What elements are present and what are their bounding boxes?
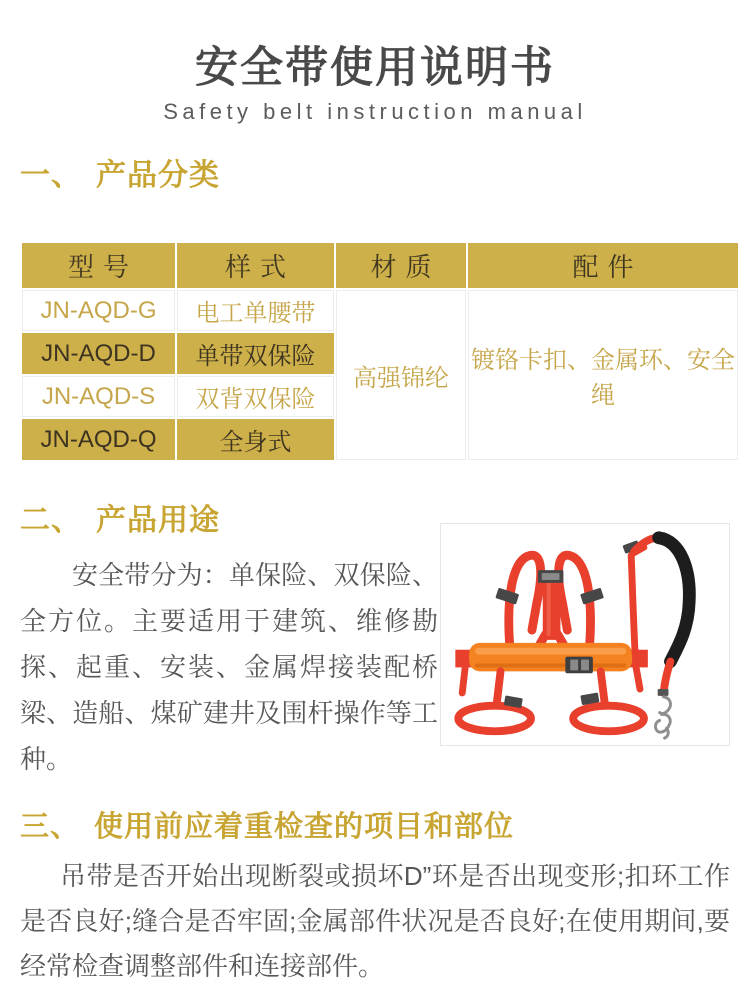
- column-header-style: 样式: [177, 243, 334, 288]
- inspection-heading-text: 使用前应着重检查的项目和部位: [94, 811, 515, 844]
- accessories-cell: 镀铬卡扣、金属环、安全绳: [468, 290, 738, 460]
- product-photo-frame: [440, 523, 730, 746]
- classification-heading-text: 产品分类: [96, 159, 220, 193]
- classification-heading: [20, 157, 730, 195]
- usage-heading-number: 二、: [20, 504, 82, 538]
- section-classification: [20, 157, 735, 462]
- column-header-accessories: 配件: [468, 243, 738, 288]
- safety-harness-illustration: [441, 524, 729, 745]
- model-cell: JN-AQD-D: [22, 333, 175, 374]
- section-inspection: [20, 808, 730, 989]
- page-header: [20, 0, 730, 125]
- style-cell: 全身式: [177, 419, 334, 460]
- style-cell: 单带双保险: [177, 333, 334, 374]
- usage-text-column: [20, 502, 438, 782]
- column-header-model: 型号: [22, 243, 175, 288]
- model-cell: JN-AQD-G: [22, 290, 175, 331]
- inspection-heading-number: 三、: [20, 811, 81, 844]
- inspection-heading: [20, 808, 730, 846]
- material-cell: 高强锦纶: [336, 290, 466, 460]
- page-title: 安全带使用说明书: [195, 44, 555, 92]
- product-table: [20, 241, 740, 462]
- usage-heading-text: 产品用途: [96, 504, 220, 538]
- table-header-row: [22, 243, 738, 288]
- column-header-material: 材质: [336, 243, 466, 288]
- page-subtitle: Safety belt instruction manual: [163, 99, 587, 125]
- usage-paragraph: 安全带分为：单保险、双保险、全方位。主要适用于建筑、维修勘探、起重、安装、金属焊接装配桥梁、造船、煤矿建井及围杆操作等工种。: [20, 560, 438, 775]
- style-cell: 电工单腰带: [177, 290, 334, 331]
- model-cell: JN-AQD-Q: [22, 419, 175, 460]
- inspection-paragraph: 吊带是否开始出现断裂或损坏D”环是否出现变形;扣环工作是否良好;缝合是否牢固;金属部件状况是否良好;在使用期间,要经常检查调整部件和连接部件。: [20, 861, 730, 982]
- style-cell: 双背双保险: [177, 376, 334, 417]
- table-row: [22, 290, 738, 331]
- section-usage: [20, 502, 730, 782]
- usage-heading: [20, 502, 438, 540]
- model-cell: JN-AQD-S: [22, 376, 175, 417]
- classification-heading-number: 一、: [20, 159, 82, 193]
